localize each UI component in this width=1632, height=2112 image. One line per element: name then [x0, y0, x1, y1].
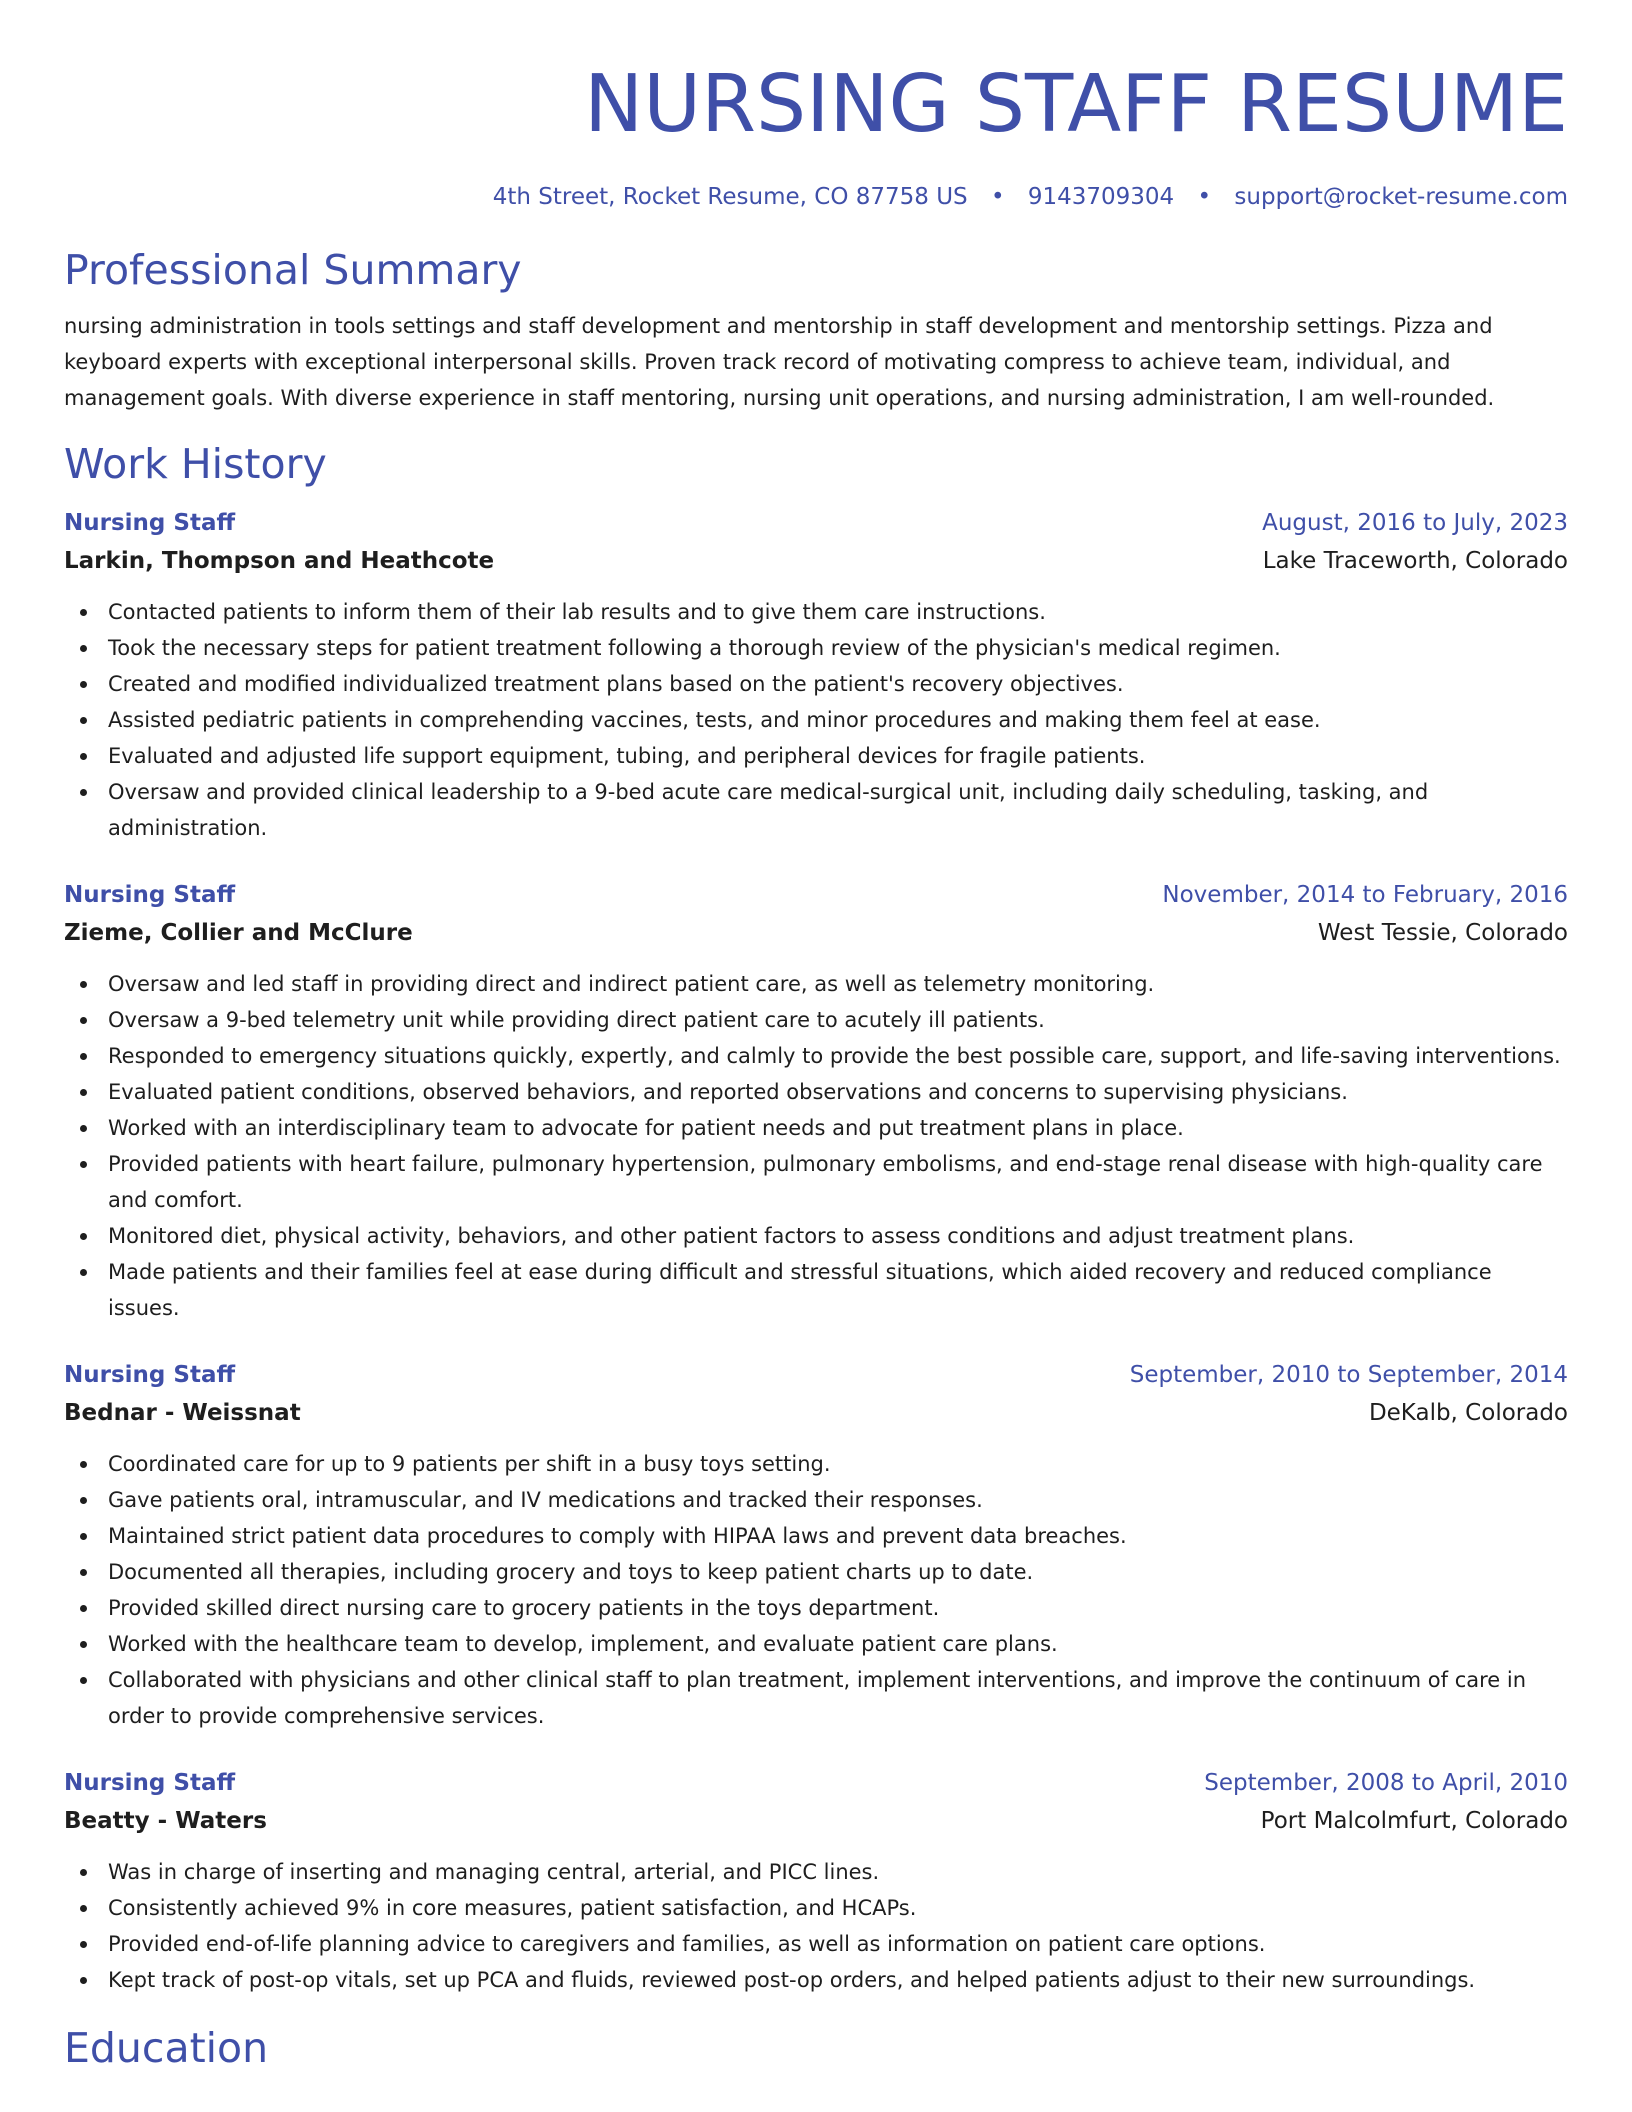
bullet-text: Took the necessary steps for patient treatment following a thorough review of the physician's medical regimen. [108, 636, 1281, 660]
list-item [64, 1482, 1568, 1518]
bullet-icon [80, 1161, 87, 1168]
bullet-text: Provided patients with heart failure, pulmonary hypertension, pulmonary embolisms, and end-stage renal disease with high-quality care and comfort. [108, 1152, 1543, 1212]
bullet-text: Oversaw a 9-bed telemetry unit while providing direct patient care to acutely ill patients. [108, 1008, 1045, 1032]
summary-text: nursing administration in tools settings and staff development and mentorship in staff development and mentorship settings. Pizza and keyboard experts with exceptional interpersonal skills. Proven track record of motivating compress to achieve team, individual, and management goals. With diverse experience in staff mentoring, nursing unit operations, and nursing administration, I am well-rounded. [64, 314, 1495, 410]
bullet-text: Created and modified individualized treatment plans based on the patient's recovery objectives. [108, 672, 1124, 696]
job-title-row [64, 1764, 1568, 1802]
list-item [64, 1074, 1568, 1110]
bullet-icon [80, 717, 87, 724]
bullet-icon [80, 789, 87, 796]
bullet-icon [80, 1977, 87, 1984]
list-item [64, 774, 1568, 846]
bullet-icon [80, 1869, 87, 1876]
contact-email: support@rocket-resume.com [1234, 184, 1568, 210]
bullet-text: Worked with an interdisciplinary team to advocate for patient needs and put treatment plans in place. [108, 1116, 1184, 1140]
job-title: Nursing Staff [64, 510, 236, 536]
bullet-text: Worked with the healthcare team to develop, implement, and evaluate patient care plans. [108, 1632, 1058, 1656]
contact-separator: • [1197, 184, 1212, 210]
job-entry [64, 1356, 1568, 1734]
bullet-icon [80, 1605, 87, 1612]
job-location: Lake Traceworth, Colorado [1262, 548, 1568, 574]
contact-phone: 9143709304 [1027, 184, 1175, 210]
bullet-icon [80, 1461, 87, 1468]
bullet-text: Provided end-of-life planning advice to caregivers and families, as well as information on patient care options. [108, 1932, 1266, 1956]
bullet-text: Gave patients oral, intramuscular, and IV medications and tracked their responses. [108, 1488, 983, 1512]
job-title: Nursing Staff [64, 882, 236, 908]
list-item [64, 1890, 1568, 1926]
list-item [64, 1590, 1568, 1626]
list-item [64, 666, 1568, 702]
bullet-text: Contacted patients to inform them of their lab results and to give them care instructions. [108, 600, 1046, 624]
bullet-icon [80, 681, 87, 688]
list-item [64, 594, 1568, 630]
bullet-text: Monitored diet, physical activity, behaviors, and other patient factors to assess conditions and adjust treatment plans. [108, 1224, 1355, 1248]
bullet-text: Documented all therapies, including grocery and toys to keep patient charts up to date. [108, 1560, 1034, 1584]
resume-header [64, 0, 1568, 212]
job-title: Nursing Staff [64, 1770, 236, 1796]
list-item [64, 1518, 1568, 1554]
bullet-text: Made patients and their families feel at ease during difficult and stressful situations, which aided recovery and reduced compliance issues. [108, 1260, 1492, 1320]
contact-line [64, 182, 1568, 212]
bullet-icon [80, 1269, 87, 1276]
bullet-text: Evaluated patient conditions, observed behaviors, and reported observations and concerns to supervising physicians. [108, 1080, 1348, 1104]
bullet-text: Coordinated care for up to 9 patients per shift in a busy toys setting. [108, 1452, 831, 1476]
job-dates: September, 2010 to September, 2014 [1129, 1362, 1568, 1388]
job-title-row [64, 504, 1568, 542]
summary-heading: Professional Summary [64, 246, 522, 294]
list-item [64, 1038, 1568, 1074]
education-heading: Education [64, 2024, 269, 2072]
list-item [64, 1926, 1568, 1962]
resume-name: NURSING STAFF RESUME [584, 58, 1568, 150]
bullet-icon [80, 1017, 87, 1024]
bullet-text: Oversaw and provided clinical leadership to a 9-bed acute care medical-surgical unit, including daily scheduling, tasking, and administration. [108, 780, 1429, 840]
list-item [64, 1554, 1568, 1590]
list-item [64, 966, 1568, 1002]
job-company: Bednar - Weissnat [64, 1400, 301, 1426]
bullet-icon [80, 1233, 87, 1240]
bullet-text: Kept track of post-op vitals, set up PCA and fluids, reviewed post-op orders, and helped patients adjust to their new surroundings. [108, 1968, 1476, 1992]
bullet-text: Oversaw and led staff in providing direct and indirect patient care, as well as telemetry monitoring. [108, 972, 1155, 996]
bullet-icon [80, 1677, 87, 1684]
bullet-icon [80, 981, 87, 988]
bullet-icon [80, 1533, 87, 1540]
list-item [64, 630, 1568, 666]
job-entry [64, 876, 1568, 1326]
job-entry [64, 504, 1568, 846]
bullet-text: Responded to emergency situations quickly, expertly, and calmly to provide the best possible care, support, and life-saving interventions. [108, 1044, 1561, 1068]
bullet-icon [80, 1497, 87, 1504]
job-dates: September, 2008 to April, 2010 [1204, 1770, 1568, 1796]
resume-page [64, 0, 1568, 2074]
list-item [64, 1254, 1568, 1326]
work-history-list [64, 504, 1568, 1998]
bullet-text: Maintained strict patient data procedures to comply with HIPAA laws and prevent data breaches. [108, 1524, 1127, 1548]
bullet-text: Evaluated and adjusted life support equipment, tubing, and peripheral devices for fragile patients. [108, 744, 1146, 768]
job-title-row [64, 876, 1568, 914]
job-company-row [64, 1802, 1568, 1840]
bullet-icon [80, 645, 87, 652]
list-item [64, 1146, 1568, 1218]
job-bullets [64, 594, 1568, 846]
bullet-icon [80, 1089, 87, 1096]
job-dates: August, 2016 to July, 2023 [1262, 510, 1568, 536]
list-item [64, 1626, 1568, 1662]
bullet-icon [80, 609, 87, 616]
bullet-text: Assisted pediatric patients in comprehending vaccines, tests, and minor procedures and making them feel at ease. [108, 708, 1321, 732]
bullet-icon [80, 753, 87, 760]
job-title: Nursing Staff [64, 1362, 236, 1388]
list-item [64, 702, 1568, 738]
contact-separator: • [990, 184, 1005, 210]
job-company: Beatty - Waters [64, 1808, 267, 1834]
bullet-text: Collaborated with physicians and other clinical staff to plan treatment, implement interventions, and improve the continuum of care in order to provide comprehensive services. [108, 1668, 1527, 1728]
job-bullets [64, 1446, 1568, 1734]
list-item [64, 1962, 1568, 1998]
job-company-row [64, 542, 1568, 580]
bullet-icon [80, 1641, 87, 1648]
bullet-icon [80, 1941, 87, 1948]
job-dates: November, 2014 to February, 2016 [1162, 882, 1568, 908]
list-item [64, 1218, 1568, 1254]
bullet-icon [80, 1125, 87, 1132]
job-company-row [64, 914, 1568, 952]
contact-address: 4th Street, Rocket Resume, CO 87758 US [492, 184, 968, 210]
job-title-row [64, 1356, 1568, 1394]
job-company: Zieme, Collier and McClure [64, 920, 413, 946]
list-item [64, 738, 1568, 774]
job-location: DeKalb, Colorado [1368, 1400, 1568, 1426]
job-bullets [64, 966, 1568, 1326]
list-item [64, 1110, 1568, 1146]
list-item [64, 1446, 1568, 1482]
bullet-icon [80, 1569, 87, 1576]
job-company-row [64, 1394, 1568, 1432]
job-location: West Tessie, Colorado [1317, 920, 1568, 946]
job-bullets [64, 1854, 1568, 1998]
work-history-heading: Work History [64, 440, 327, 488]
bullet-icon [80, 1905, 87, 1912]
job-entry [64, 1764, 1568, 1998]
list-item [64, 1854, 1568, 1890]
bullet-text: Consistently achieved 9% in core measures, patient satisfaction, and HCAPs. [108, 1896, 917, 1920]
job-location: Port Malcolmfurt, Colorado [1260, 1808, 1568, 1834]
list-item [64, 1002, 1568, 1038]
bullet-text: Was in charge of inserting and managing central, arterial, and PICC lines. [108, 1860, 880, 1884]
list-item [64, 1662, 1568, 1734]
bullet-text: Provided skilled direct nursing care to grocery patients in the toys department. [108, 1596, 940, 1620]
bullet-icon [80, 1053, 87, 1060]
job-company: Larkin, Thompson and Heathcote [64, 548, 495, 574]
